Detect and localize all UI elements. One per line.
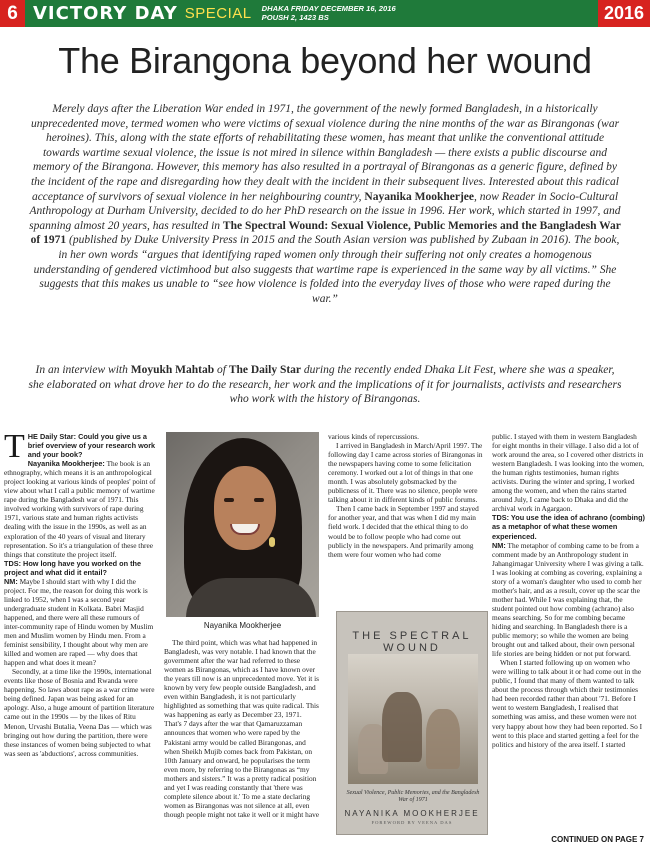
intro-text-3: (published by Duke University Press in 2015 and the South Asian version was published by Zubaan in 2016). The book, in her own words “argues that identifying raped women only through their suffering not only creates a homogenous understanding of gendered victimhood but also suggests that wartime rape is experienced in the same way by all victims.” She suggests that this makes us unable to “see how violence is folded into the everyday lives of those who were raped during the war.” bbox=[33, 234, 620, 305]
column-1-paragraph-3: Secondly, at a time like the 1990s, international events like those of Bosnia and Rwanda were happening. So laws about rape as a war crime were being defined. Japan was being asked for an apology. Also, a huge amount of partition literature came out in the 1990s — by the likes of Ritu Menon, Urvashi Butalia, Veena Das — which was bringing out how during the partition, there were these instances of women being subjected to what was seen as 'abductions', across communities. bbox=[4, 667, 155, 758]
column-1 bbox=[4, 428, 156, 758]
book-cover-photo bbox=[348, 654, 478, 784]
column-3-paragraph-2: I arrived in Bangladesh in March/April 1997. The following day I came across stories of Birangonas in the newspapers having come to some felicitation ceremony. I worked out a lot of things in that one month. I was absolutely gobsmacked by the publicness of it. There was no silence, people were talking about it in different kinds of public forums. bbox=[328, 441, 483, 505]
column-3 bbox=[328, 432, 485, 559]
intro-paper-name: The Daily Star bbox=[228, 364, 302, 376]
question-1: HE Daily Star: Could you give us a brief overview of your research work and your book? bbox=[27, 432, 156, 460]
intro-text-4a: In an interview with bbox=[35, 364, 128, 376]
book-figure-2 bbox=[426, 709, 460, 769]
book-cover-title: THE SPECTRAL WOUND bbox=[352, 630, 472, 654]
drop-cap: T bbox=[4, 428, 25, 465]
photo-face bbox=[214, 466, 276, 550]
photo-eye-right bbox=[254, 498, 264, 502]
photo-shoulders bbox=[186, 578, 316, 617]
column-3-paragraph-1: various kinds of repercussions. bbox=[328, 432, 419, 441]
answer-label-3: NM: bbox=[492, 540, 506, 550]
intro-text-4b: of bbox=[217, 364, 226, 376]
date-bengali: POUSH 2, 1423 BS bbox=[261, 12, 329, 22]
column-4-paragraph-1: public. I stayed with them in western Bangladesh for eight months in their village. I also did a lot of work around the area, so I covered other districts in western Bangladesh. I was looking into the women, the human rights testimonies, human rights activists. During the winter and spring, I worked among the women, and when the rains started around July, I came back to Dhaka and did the archival work in Agargaon. bbox=[492, 432, 644, 514]
section-title: VICTORY DAY bbox=[33, 3, 178, 24]
answer-3: The metaphor of combing came to be from a comment made by an Anthropology student in Jahangirnagar University where I was giving a talk. I was looking at combing as covering, explaining a story of a woman's daughter who used to comb her mother's hair, and as a result, cover up the scar the mother had. While I was explaining that, the student pointed out how combing (achrano) also means searching. So for me combing became hiding and searching. In Bangladesh there is a public memory; so while the women are being brought out and talked about, their own personal life stories are being hidden or not put forward. bbox=[492, 540, 644, 659]
book-cover-image bbox=[336, 611, 488, 835]
question-2: TDS: How long have you worked on the project and what did it entail? bbox=[4, 558, 142, 577]
special-label: SPECIAL bbox=[184, 5, 252, 22]
column-2 bbox=[164, 638, 320, 819]
book-figure-1 bbox=[382, 692, 422, 762]
answer-label-1: Nayanika Mookherjee: bbox=[27, 459, 105, 469]
photo-earring bbox=[269, 537, 275, 547]
photo-eye-left bbox=[224, 498, 234, 502]
book-cover-foreword: FOREWORD BY VEENA DAS bbox=[371, 820, 453, 825]
column-3-paragraph-3: Then I came back in September 1997 and stayed for another year, and that was when I did my main field work. I decided that the ethical thing to do would be to follow people who had come out publicly in the newspapers. And primarily among them were four women who had come bbox=[328, 504, 479, 559]
page-number: 6 bbox=[0, 0, 25, 27]
column-2-paragraph-1: The third point, which was what had happened in Bangladesh, was very notable. I had known that the government after the war had referred to these women as Birangonas, which as I have known over the years till now is an unprecedented move. Yet it is known by very few people outside Bangladesh, and even within Bangladesh, it is not particularly highlighted as something that was quite radical. This was happening as early as December 23, 1971. That's 7 days after the war that Qamaruzzaman announces that women who were raped by the Pakistani army would be called Birangonas, and when Sheikh Mujib comes back from Pakistan, on 10th January and onward, he popularises the term even more, by referring to the Birangonas as “my mothers and sisters.” It was a pretty radical position and yet I was reading constantly that 'there was complete silence about it.' To me a state declaring women as Birangonas was not silence at all, even though people might not take it well or it might have bbox=[164, 638, 320, 819]
intro-book-title: The Spectral Wound: Sexual Violence, Public Memories and the Bangladesh War of 1971 bbox=[30, 219, 621, 247]
book-cover-author: NAYANIKA MOOKHERJEE bbox=[344, 809, 480, 818]
column-4 bbox=[492, 432, 645, 749]
answer-2: Maybe I should start with why I did the project. For me, the reason for doing this work is linked to 1952, when I was a second year undergraduate student in Kolkata. Babri Masjid happened, and there were all these rumours of inter-community rape of Hindu women by Muslim men and Muslim women by Hindu men. From a feminist sensibility, I thought about why men are killed and women are raped — why does that happen and what does it mean? bbox=[4, 576, 154, 668]
year-badge: 2016 bbox=[598, 0, 650, 27]
book-cover-subtitle: Sexual Violence, Public Memories, and the Bangladesh War of 1971 bbox=[346, 790, 480, 803]
section-header-band bbox=[0, 0, 650, 27]
author-photo bbox=[166, 432, 319, 617]
column-4-paragraph-3: When I started following up on women who were willing to talk about it or had come out in the public, I found that many of them wanted to talk about the process through which their testimonies had been recorded rather than about '71. Before I went to western Bangladesh, I realised that something was amiss, and these women were not very happy about how they had been reported. So I went to this place and started getting a feel for the politics and history of the area itself. I started bbox=[492, 658, 643, 749]
intro-name-mahtab: Moyukh Mahtab bbox=[130, 364, 215, 376]
intro-text-2: , now Reader in Socio-Cultural Anthropology at Durham University, decided to do her PhD research on the issue in 1996. Her work, which started in 1997, and spanning almost 20 years, has resulted in bbox=[29, 190, 621, 232]
date-gregorian: DHAKA FRIDAY DECEMBER 16, 2016 bbox=[261, 3, 396, 13]
date-line bbox=[262, 5, 396, 22]
article-intro bbox=[28, 102, 622, 306]
answer-1: The book is an ethnography, which means it is an anthropological project looking at various kinds of peoples' point of view about what I call a public memory of wartime rape during the Bangladesh war of 1971. This involved working with survivors of rape during 1971, various state and human rights activists dealing with the issue in the 1990s, as well as an exploration of the 40 years of visual and literary representation. So it's a triangulation of these three things that constitute the project itself. bbox=[4, 459, 156, 559]
intro-text-4c: during the recently ended Dhaka Lit Fest, where she was a speaker, she elaborated on what drove her to do the research, her work and the implications of it for journalists, activists and researchers who work with the history of Birangonas. bbox=[28, 364, 622, 406]
article-intro-2 bbox=[28, 363, 622, 407]
intro-text-1: Merely days after the Liberation War ended in 1971, the government of the newly formed Bangladesh, in a historically unprecedented move, termed women who were victims of sexual violence during the nine months of the war as Birangonas (war heroines). This, along with the state efforts of rehabilitating these women, has meant that unlike the conventional attitude towards wartime sexual violence, the issue is not mired in silence within Bangladesh — there exists a public discourse and memory of the Birangona. However, this memory has also resulted in a portrayal of Birangonas as a generic figure, defined by the incident of the rape and disregarding how they dealt with the incident in their subsequent lives. Interested about this radical acceptance of survivors of sexual violence in her neighbouring country, bbox=[30, 103, 620, 203]
intro-name-mookherjee: Nayanika Mookherjee bbox=[364, 190, 474, 203]
photo-caption: Nayanika Mookherjee bbox=[203, 621, 282, 630]
question-3: TDS: You use the idea of achrano (combing) as a metaphor of what these women experienced. bbox=[492, 513, 645, 541]
answer-label-2: NM: bbox=[4, 576, 18, 586]
article-title: The Birangona beyond her wound bbox=[58, 40, 592, 81]
continued-link[interactable]: CONTINUED ON PAGE 7 bbox=[551, 835, 644, 844]
